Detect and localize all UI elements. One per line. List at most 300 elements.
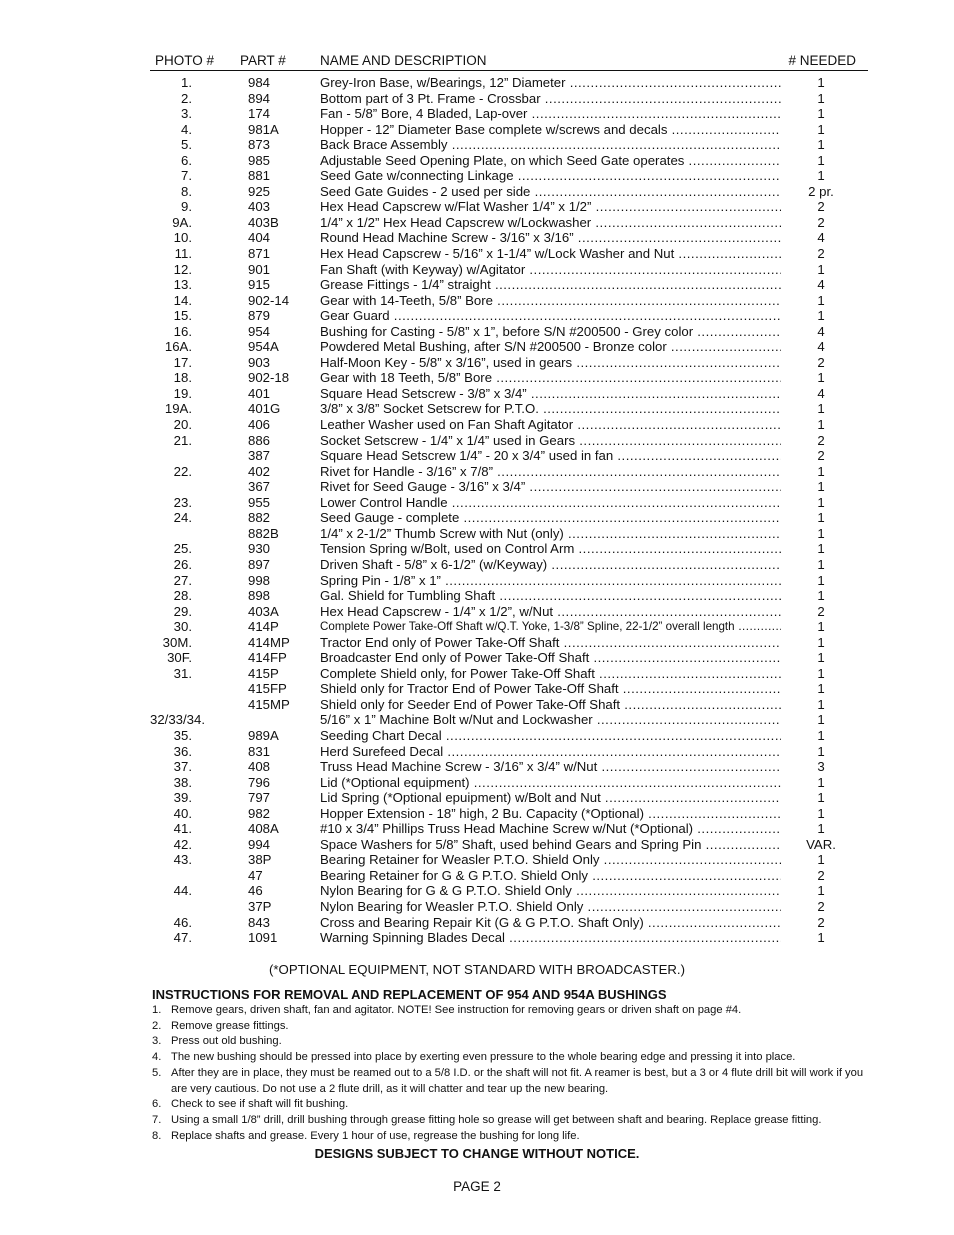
photo-cell: 14. [173, 292, 192, 308]
name-cell: Bearing Retainer for G & G P.T.O. Shield Only ..... [320, 868, 781, 884]
table-row [150, 883, 868, 899]
instruction-step [152, 1003, 868, 1019]
needed-cell: 4 [817, 339, 825, 355]
photo-cell: 30M. [162, 634, 192, 650]
name-cell: Hex Head Capscrew - 5/16” x 1-1/4” w/Lock Washer and Nut ..... [320, 246, 781, 262]
step-text: The new bushing should be pressed into place by exerting even pressure to the whole bearing edge and pressing it into place. [171, 1051, 796, 1064]
name-cell: Tractor End only of Power Take-Off Shaft ..... [320, 635, 781, 651]
needed-cell: 4 [817, 277, 825, 293]
table-row [150, 604, 868, 620]
part-cell: 38P [248, 852, 272, 868]
table-row [150, 588, 868, 604]
part-cell: 415P [248, 665, 279, 681]
table-row [150, 433, 868, 449]
name-cell: 5/16” x 1” Machine Bolt w/Nut and Lockwasher ..... [320, 712, 781, 728]
name-cell: Fan - 5/8” Bore, 4 Bladed, Lap-over ..... [320, 106, 781, 122]
name-cell: Tension Spring w/Bolt, used on Control Arm ..... [320, 541, 781, 557]
table-row [150, 821, 868, 837]
photo-cell: 32/33/34. [150, 712, 205, 728]
part-cell: 955 [248, 494, 271, 510]
needed-cell: 2 [817, 354, 825, 370]
needed-cell: 1 [817, 261, 825, 277]
part-cell: 37P [248, 898, 272, 914]
needed-cell: 1 [817, 774, 825, 790]
part-cell: 403A [248, 603, 279, 619]
part-cell: 881 [248, 168, 271, 184]
photo-cell: 21. [173, 432, 192, 448]
part-cell: 414P [248, 619, 279, 635]
needed-cell: 1 [817, 401, 825, 417]
step-number: 5. [152, 1066, 162, 1079]
needed-cell: 3 [817, 759, 825, 775]
table-row [150, 852, 868, 868]
name-cell: Leather Washer used on Fan Shaft Agitator ..... [320, 417, 781, 433]
name-cell: Hex Head Capscrew - 1/4” x 1/2”, w/Nut ..... [320, 604, 781, 620]
photo-cell: 9. [181, 199, 192, 215]
photo-cell: 7. [181, 168, 192, 184]
step-number: 7. [152, 1113, 162, 1126]
instruction-step [152, 1129, 868, 1145]
needed-cell: 1 [817, 634, 825, 650]
name-cell: Bottom part of 3 Pt. Frame - Crossbar ..... [320, 91, 781, 107]
photo-cell: 20. [173, 417, 192, 433]
table-row [150, 386, 868, 402]
table-row [150, 355, 868, 371]
name-cell: Warning Spinning Blades Decal ..... [320, 930, 781, 946]
needed-cell: 1 [817, 121, 825, 137]
photo-cell: 42. [173, 836, 192, 852]
part-cell: 898 [248, 588, 271, 604]
photo-cell: 29. [173, 603, 192, 619]
name-cell: Grey-Iron Base, w/Bearings, 12” Diameter ..... [320, 75, 781, 91]
photo-cell: 18. [173, 370, 192, 386]
part-cell: 954 [248, 323, 271, 339]
needed-cell: 2 [817, 214, 825, 230]
part-cell: 403B [248, 214, 279, 230]
photo-cell: 24. [173, 510, 192, 526]
header-needed: # NEEDED [788, 53, 856, 68]
part-cell: 894 [248, 90, 271, 106]
table-row [150, 401, 868, 417]
needed-cell: 1 [817, 152, 825, 168]
header-name: NAME AND DESCRIPTION [320, 53, 487, 68]
photo-cell: 10. [173, 230, 192, 246]
table-row [150, 417, 868, 433]
needed-cell: 2 [817, 199, 825, 215]
part-cell: 404 [248, 230, 271, 246]
needed-cell: 1 [817, 510, 825, 526]
name-cell: #10 x 3/4” Phillips Truss Head Machine Screw w/Nut (*Optional) ..... [320, 821, 781, 837]
part-cell: 984 [248, 75, 271, 90]
part-cell: 902-18 [248, 370, 290, 386]
needed-cell: 2 [817, 898, 825, 914]
photo-cell: 46. [173, 914, 192, 930]
name-cell: Complete Shield only, for Power Take-Off Shaft ..... [320, 666, 781, 682]
part-cell: 414MP [248, 634, 290, 650]
photo-cell: 11. [174, 246, 192, 262]
name-cell: Shield only for Tractor End of Power Take-Off Shaft ..... [320, 681, 781, 697]
table-row [150, 495, 868, 511]
needed-cell: 2 [817, 603, 825, 619]
name-cell: Truss Head Machine Screw - 3/16” x 3/4” w/Nut ..... [320, 759, 781, 775]
name-cell: 1/4” x 1/2” Hex Head Capscrew w/Lockwasher ..... [320, 215, 781, 231]
table-row [150, 168, 868, 184]
table-row [150, 75, 868, 91]
part-cell: 886 [248, 432, 271, 448]
needed-cell: 1 [817, 90, 825, 106]
table-row [150, 106, 868, 122]
photo-cell: 41. [173, 821, 192, 837]
part-cell: 843 [248, 914, 271, 930]
photo-cell: 6. [181, 152, 192, 168]
parts-table-body [150, 75, 868, 946]
part-cell: 47 [248, 867, 263, 883]
needed-cell: 4 [817, 230, 825, 246]
part-cell: 797 [248, 790, 271, 806]
step-text: Remove gears, driven shaft, fan and agitator. NOTE! See instruction for removing gears or driven shaft on page #4. [171, 1004, 742, 1016]
table-row [150, 479, 868, 495]
needed-cell: 1 [817, 137, 825, 153]
part-cell: 925 [248, 183, 271, 199]
needed-cell: 1 [817, 479, 825, 495]
table-row [150, 137, 868, 153]
name-cell: 1/4” x 2-1/2” Thumb Screw with Nut (only) ..... [320, 526, 781, 542]
table-row [150, 744, 868, 760]
name-cell: Seed Gate w/connecting Linkage ..... [320, 168, 781, 184]
name-cell: Gear with 18 Teeth, 5/8” Bore ..... [320, 370, 781, 386]
needed-cell: 1 [817, 308, 825, 324]
part-cell: 903 [248, 354, 271, 370]
photo-cell: 23. [173, 494, 192, 510]
step-text: Remove grease fittings. [171, 1019, 289, 1032]
table-row [150, 122, 868, 138]
table-row [150, 448, 868, 464]
photo-cell: 47. [173, 930, 192, 946]
needed-cell: 1 [817, 168, 825, 184]
step-text: After they are in place, they must be reamed out to a 5/8 I.D. or the shaft will not fit. A reamer is best, but a 3 or 4 flute drill bit will work if you are very cautious. Do not use a 2 flute drill, as it will chatter and tear up the new bearing. [171, 1066, 864, 1095]
needed-cell: 1 [817, 463, 825, 479]
table-row [150, 293, 868, 309]
table-row [150, 775, 868, 791]
optional-footnote: (*OPTIONAL EQUIPMENT, NOT STANDARD WITH BROADCASTER.) [269, 962, 685, 977]
photo-cell: 17. [173, 354, 192, 370]
part-cell: 415FP [248, 681, 287, 697]
table-row [150, 712, 868, 728]
photo-cell: 22. [173, 463, 192, 479]
table-row [150, 184, 868, 200]
part-cell: 897 [248, 556, 271, 572]
part-cell: 873 [248, 137, 271, 153]
name-cell: Adjustable Seed Opening Plate, on which Seed Gate operates ..... [320, 153, 781, 169]
photo-cell: 30F. [167, 650, 192, 666]
step-number: 1. [152, 1004, 162, 1016]
name-cell: Seeding Chart Decal ..... [320, 728, 781, 744]
name-cell: Space Washers for 5/8” Shaft, used behind Gears and Spring Pin ..... [320, 837, 781, 853]
photo-cell: 5. [181, 137, 192, 153]
table-row [150, 230, 868, 246]
needed-cell: 4 [817, 323, 825, 339]
name-cell: Square Head Setscrew 1/4” - 20 x 3/4” used in fan ..... [320, 448, 781, 464]
name-cell: Broadcaster End only of Power Take-Off Shaft ..... [320, 650, 781, 666]
table-row [150, 728, 868, 744]
photo-cell: 36. [173, 743, 192, 759]
name-cell: Nylon Bearing for G & G P.T.O. Shield Only ..... [320, 883, 781, 899]
table-row [150, 153, 868, 169]
photo-cell: 15. [173, 308, 192, 324]
name-cell: Powdered Metal Bushing, after S/N #200500 - Bronze color ..... [320, 339, 781, 355]
header-part: PART # [240, 53, 286, 68]
photo-cell: 27. [173, 572, 192, 588]
needed-cell: 1 [817, 525, 825, 541]
needed-cell: 1 [817, 665, 825, 681]
part-cell: 871 [248, 246, 271, 262]
table-row [150, 573, 868, 589]
photo-cell: 19. [173, 385, 192, 401]
name-cell: Hex Head Capscrew w/Flat Washer 1/4” x 1/2” ..... [320, 199, 781, 215]
needed-cell: 1 [817, 650, 825, 666]
needed-cell: 1 [817, 805, 825, 821]
name-cell: Lid Spring (*Optional epuipment) w/Bolt and Nut ..... [320, 790, 781, 806]
part-cell: 387 [248, 448, 271, 464]
needed-cell: 1 [817, 619, 825, 635]
photo-cell: 25. [173, 541, 192, 557]
part-cell: 902-14 [248, 292, 290, 308]
needed-cell: 1 [817, 696, 825, 712]
photo-cell: 43. [173, 852, 192, 868]
name-cell: Cross and Bearing Repair Kit (G & G P.T.O. Shaft Only) ..... [320, 915, 781, 931]
needed-cell: 1 [817, 572, 825, 588]
table-row [150, 324, 868, 340]
step-text: Check to see if shaft will fit bushing. [171, 1098, 349, 1111]
needed-cell: 1 [817, 106, 825, 122]
part-cell: 915 [248, 277, 271, 293]
photo-cell: 16. [173, 323, 192, 339]
table-row [150, 246, 868, 262]
photo-cell: 37. [173, 759, 192, 775]
photo-cell: 19A. [164, 401, 192, 417]
photo-cell: 13. [173, 277, 192, 293]
needed-cell: 2 pr. [808, 183, 834, 199]
needed-cell: 1 [817, 75, 825, 90]
header-photo: PHOTO # [155, 53, 215, 68]
step-text: Using a small 1/8” drill, drill bushing through grease fitting hole so grease will get between shaft and bearing. Replace grease fitting. [171, 1113, 822, 1126]
part-cell: 831 [248, 743, 271, 759]
table-row [150, 837, 868, 853]
part-cell: 367 [248, 479, 271, 495]
table-row [150, 790, 868, 806]
photo-cell: 31. [173, 665, 192, 681]
part-cell: 989A [248, 727, 279, 743]
name-cell: Gear Guard ..... [320, 308, 781, 324]
table-row [150, 681, 868, 697]
photo-cell: 30. [173, 619, 192, 635]
name-cell: Gear with 14-Teeth, 5/8” Bore ..... [320, 293, 781, 309]
part-cell: 954A [248, 339, 279, 355]
page-number: PAGE 2 [453, 1179, 501, 1194]
needed-cell: 2 [817, 914, 825, 930]
needed-cell: 1 [817, 743, 825, 759]
part-cell: 930 [248, 541, 271, 557]
needed-cell: 1 [817, 852, 825, 868]
needed-cell: 1 [817, 883, 825, 899]
table-row [150, 557, 868, 573]
part-cell: 401G [248, 401, 281, 417]
needed-cell: VAR. [806, 836, 836, 852]
needed-cell: 1 [817, 370, 825, 386]
step-number: 2. [152, 1019, 162, 1032]
step-number: 8. [152, 1129, 162, 1142]
name-cell: Rivet for Seed Gauge - 3/16” x 3/4” ..... [320, 479, 781, 495]
name-cell: Half-Moon Key - 5/8” x 3/16”, used in gears ..... [320, 355, 781, 371]
name-cell: Spring Pin - 1/8” x 1” ..... [320, 573, 781, 589]
photo-cell: 35. [173, 727, 192, 743]
part-cell: 46 [248, 883, 263, 899]
needed-cell: 1 [817, 821, 825, 837]
part-cell: 403 [248, 199, 271, 215]
part-cell: 408A [248, 821, 279, 837]
instruction-step [152, 1050, 868, 1066]
table-row [150, 915, 868, 931]
table-row [150, 541, 868, 557]
needed-cell: 1 [817, 790, 825, 806]
part-cell: 174 [248, 106, 271, 122]
part-cell: 402 [248, 463, 271, 479]
name-cell: Lower Control Handle ..... [320, 495, 781, 511]
name-cell: 3/8” x 3/8” Socket Setscrew for P.T.O. ..... [320, 401, 781, 417]
parts-table-header [150, 52, 868, 71]
table-row [150, 370, 868, 386]
name-cell: Seed Gate Guides - 2 used per side ..... [320, 184, 781, 200]
needed-cell: 1 [817, 494, 825, 510]
name-cell: Square Head Setscrew - 3/8” x 3/4” ..... [320, 386, 781, 402]
table-row [150, 619, 868, 635]
photo-cell: 8. [181, 183, 192, 199]
name-cell: Shield only for Seeder End of Power Take-Off Shaft ..... [320, 697, 781, 713]
needed-cell: 2 [817, 432, 825, 448]
needed-cell: 1 [817, 930, 825, 946]
name-cell: Lid (*Optional equipment) ..... [320, 775, 781, 791]
part-cell: 414FP [248, 650, 287, 666]
table-row [150, 526, 868, 542]
notice: DESIGNS SUBJECT TO CHANGE WITHOUT NOTICE. [314, 1146, 640, 1161]
needed-cell: 2 [817, 867, 825, 883]
name-cell: Fan Shaft (with Keyway) w/Agitator ..... [320, 262, 781, 278]
needed-cell: 1 [817, 727, 825, 743]
photo-cell: 2. [181, 90, 192, 106]
photo-cell: 3. [181, 106, 192, 122]
table-row [150, 339, 868, 355]
table-row [150, 464, 868, 480]
table-row [150, 899, 868, 915]
part-cell: 981A [248, 121, 279, 137]
table-row [150, 277, 868, 293]
table-row [150, 635, 868, 651]
name-cell: Bushing for Casting - 5/8” x 1”, before S/N #200500 - Grey color ..... [320, 324, 781, 340]
photo-cell: 26. [173, 556, 192, 572]
table-row [150, 510, 868, 526]
photo-cell: 1. [181, 75, 192, 90]
table-row [150, 91, 868, 107]
step-text: Press out old bushing. [171, 1035, 282, 1048]
part-cell: 408 [248, 759, 271, 775]
needed-cell: 1 [817, 712, 825, 728]
part-cell: 882B [248, 525, 279, 541]
part-cell: 796 [248, 774, 271, 790]
part-cell: 415MP [248, 696, 290, 712]
part-cell: 401 [248, 385, 271, 401]
name-cell: Nylon Bearing for Weasler P.T.O. Shield Only ..... [320, 899, 781, 915]
needed-cell: 2 [817, 246, 825, 262]
needed-cell: 1 [817, 292, 825, 308]
part-cell: 901 [248, 261, 271, 277]
name-cell: Hopper - 12” Diameter Base complete w/screws and decals ..... [320, 122, 781, 138]
table-row [150, 199, 868, 215]
step-number: 6. [152, 1098, 162, 1111]
instruction-step [152, 1097, 868, 1113]
name-cell: Rivet for Handle - 3/16” x 7/8” ..... [320, 464, 781, 480]
instructions-list [152, 1003, 868, 1144]
table-row [150, 759, 868, 775]
name-cell: Gal. Shield for Tumbling Shaft ..... [320, 588, 781, 604]
name-cell: Herd Surefeed Decal ..... [320, 744, 781, 760]
needed-cell: 1 [817, 556, 825, 572]
instruction-step [152, 1034, 868, 1050]
step-text: Replace shafts and grease. Every 1 hour of use, regrease the bushing for long life. [171, 1129, 580, 1142]
table-row [150, 650, 868, 666]
table-row [150, 868, 868, 884]
part-cell: 994 [248, 836, 271, 852]
name-cell: Grease Fittings - 1/4” straight ..... [320, 277, 781, 293]
table-row [150, 215, 868, 231]
needed-cell: 4 [817, 385, 825, 401]
step-number: 3. [152, 1035, 162, 1048]
name-cell: Complete Power Take-Off Shaft w/Q.T. Yoke, 1-3/8” Spline, 22-1/2” overall length ..... [320, 619, 781, 635]
needed-cell: 1 [817, 681, 825, 697]
photo-cell: 9A. [172, 214, 192, 230]
photo-cell: 16A. [164, 339, 192, 355]
photo-cell: 40. [173, 805, 192, 821]
instruction-step [152, 1066, 868, 1097]
photo-cell: 28. [173, 588, 192, 604]
part-cell: 985 [248, 152, 271, 168]
table-row [150, 697, 868, 713]
instruction-step [152, 1113, 868, 1129]
part-cell: 982 [248, 805, 271, 821]
needed-cell: 1 [817, 417, 825, 433]
photo-cell: 44. [173, 883, 192, 899]
instruction-step [152, 1019, 868, 1035]
needed-cell: 2 [817, 448, 825, 464]
step-number: 4. [152, 1051, 162, 1064]
part-cell: 882 [248, 510, 271, 526]
table-row [150, 262, 868, 278]
name-cell: Seed Gauge - complete ..... [320, 510, 781, 526]
needed-cell: 1 [817, 541, 825, 557]
part-cell: 406 [248, 417, 271, 433]
part-cell: 879 [248, 308, 271, 324]
table-row [150, 806, 868, 822]
name-cell: Bearing Retainer for Weasler P.T.O. Shield Only ..... [320, 852, 781, 868]
photo-cell: 12. [173, 261, 192, 277]
instructions-title: INSTRUCTIONS FOR REMOVAL AND REPLACEMENT OF 954 AND 954A BUSHINGS [152, 987, 667, 1002]
part-cell: 1091 [248, 930, 278, 946]
name-cell: Hopper Extension - 18” high, 2 Bu. Capacity (*Optional) ..... [320, 806, 781, 822]
name-cell: Round Head Machine Screw - 3/16” x 3/16” ..... [320, 230, 781, 246]
table-row [150, 930, 868, 946]
photo-cell: 38. [173, 774, 192, 790]
table-row [150, 308, 868, 324]
photo-cell: 4. [181, 121, 192, 137]
